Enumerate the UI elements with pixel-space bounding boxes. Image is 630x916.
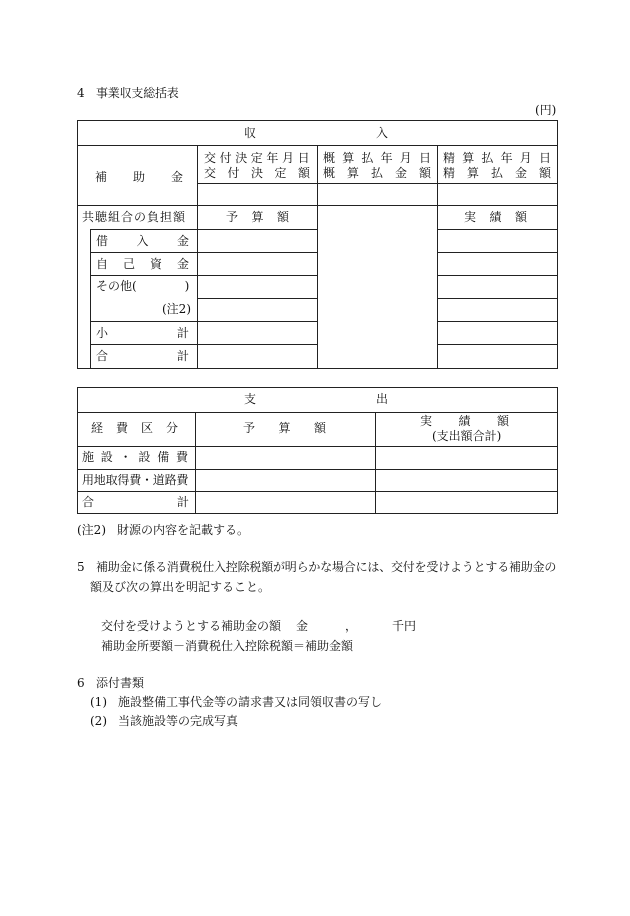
attachment-1-text: 施設整備工事代金等の請求書又は同領収書の写し [118,695,383,709]
expense-actual-cell [375,469,558,492]
expense-actual-cell [375,446,558,470]
unit-label: (円) [535,103,557,117]
row-label-other: その他( ) [96,279,190,293]
actual-value-cell [437,275,558,299]
settlement-date-label: 精算払年月日 [443,151,559,165]
row-label-loan: 借入金 [96,234,218,248]
section-6-number: 6 [77,676,85,690]
note-marker: (注2) [77,523,106,537]
row-label-subtotal: 小計 [96,326,259,340]
settlement-value-cell [437,183,558,206]
budget-value-cell [197,344,318,369]
note-text: 財源の内容を記載する。 [117,523,250,537]
amount-prefix: 金 [296,619,309,633]
section-5-line-1: 補助金に係る消費税仕入控除税額が明らかな場合には、交付を受けようとする補助金の [96,560,557,574]
expense-budget-cell [195,491,376,514]
expense-row-label-land-roads: 用地取得費・道路費 [82,473,189,487]
section-6-title: 添付書類 [96,676,145,690]
attachment-2-marker: (2) [90,714,107,728]
formula-text: 補助金所要額－消費税仕入控除税額＝補助金額 [101,639,354,653]
actual-value-cell [437,252,558,276]
budget-label: 予算額 [226,210,303,224]
expense-header: 支出 [244,392,509,406]
grant-decision-date-label: 交付決定年月日 [204,151,314,165]
budget-value-cell [197,321,318,345]
amount-separator: ， [345,619,358,633]
expense-budget-cell [195,469,376,492]
category-header: 経費区分 [91,421,192,435]
actual-value-cell [437,229,558,253]
budget-value-cell [197,298,318,322]
actual-value-cell [437,321,558,345]
section-5-number: 5 [77,560,85,574]
expense-actual-cell [375,491,558,514]
expense-actual-subheader: (支出額合計) [432,429,502,443]
budget-value-cell [197,229,318,253]
amount-label: 交付を受けようとする補助金の額 [101,619,282,633]
attachment-2-text: 当該施設等の完成写真 [118,714,239,728]
actual-label: 実績額 [464,210,541,224]
amount-unit: 千円 [392,619,417,633]
subsidy-label: 補助金 [95,170,210,184]
expense-row-label-facilities: 施設・設備費 [82,450,195,464]
settlement-amount-label: 精算払金額 [443,166,564,180]
advance-payment-merged-cell [317,205,438,369]
expense-row-label-total: 合計 [82,495,273,509]
row-label-total: 合計 [96,349,259,363]
actual-value-cell [437,298,558,322]
budget-value-cell [197,275,318,299]
section-4-number: 4 [77,86,85,100]
advance-payment-date-label: 概算払年月日 [323,151,439,165]
budget-value-cell [197,252,318,276]
advance-payment-amount-label: 概算払金額 [323,166,444,180]
actual-value-cell [437,344,558,369]
expense-actual-header: 実績額 [420,414,536,428]
expense-budget-cell [195,446,376,470]
burden-label: 共聴組合の負担額 [82,210,187,224]
section-4-title: 事業収支総括表 [96,86,179,100]
section-5-line-2: 額及び次の算出を明記すること。 [90,580,271,594]
income-header: 収入 [244,126,509,140]
grant-decision-amount-label: 交付決定額 [204,166,322,180]
row-label-own-funds: 自己資金 [96,257,205,271]
row-label-note-ref: (注2) [162,302,191,316]
advance-payment-value-cell [317,183,438,206]
expense-budget-header: 予算額 [243,421,350,435]
attachment-1-marker: (1) [90,695,107,709]
grant-decision-value-cell [197,183,318,206]
